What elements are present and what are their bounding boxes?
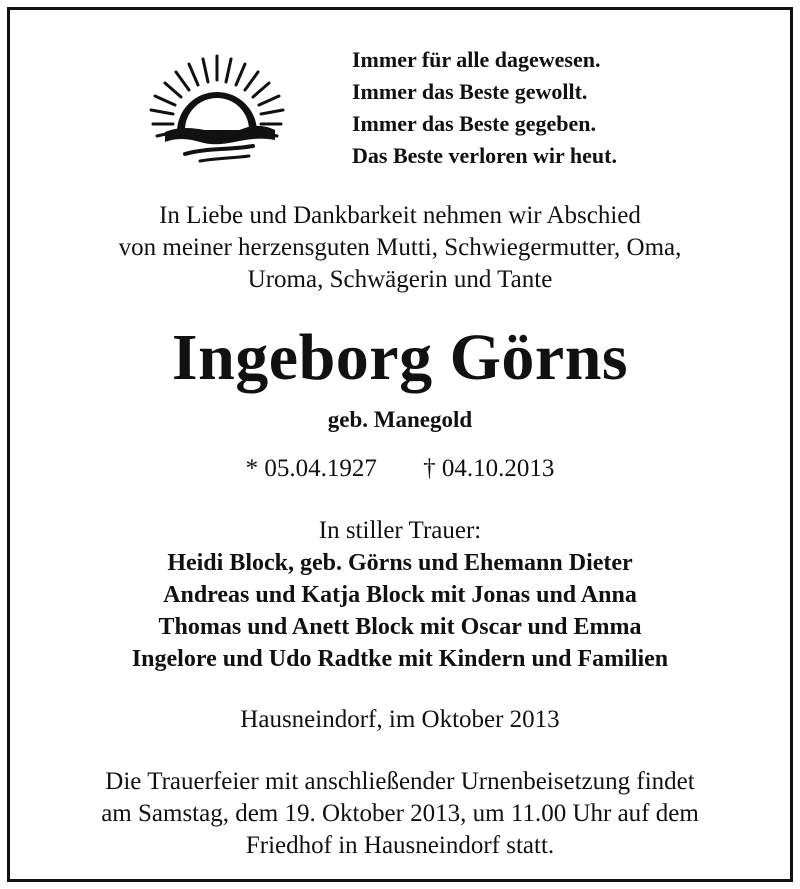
birth-date: * 05.04.1927 (245, 455, 377, 482)
mourner-line: Andreas und Katja Block mit Jonas und Anna (163, 582, 637, 608)
poem-line: Immer das Beste gewollt. (352, 79, 588, 104)
poem-line: Das Beste verloren wir heut. (352, 143, 617, 168)
mourner-line: Ingelore und Udo Radtke mit Kindern und Familien (131, 646, 669, 672)
mourner-line: Thomas und Anett Block mit Oscar und Emma (158, 614, 642, 640)
farewell-line: Uroma, Schwägerin und Tante (247, 266, 553, 293)
mourning-label: In stiller Trauer: (318, 517, 482, 544)
mourner-line: Heidi Block, geb. Görns und Ehemann Dieter (167, 550, 633, 576)
deceased-name: Ingeborg Görns (171, 321, 629, 394)
poem-line: Immer das Beste gegeben. (352, 111, 596, 136)
death-date: † 04.10.2013 (423, 455, 555, 482)
funeral-line: Friedhof in Hausneindorf statt. (245, 832, 555, 859)
maiden-name: geb. Manegold (327, 407, 473, 432)
life-dates (10, 453, 790, 485)
place-and-date: Hausneindorf, im Oktober 2013 (240, 706, 560, 733)
sunset-icon (145, 50, 290, 165)
funeral-line: am Samstag, dem 19. Oktober 2013, um 11.00 Uhr auf dem (101, 800, 699, 827)
funeral-line: Die Trauerfeier mit anschließender Urnenbeisetzung findet (105, 768, 695, 795)
farewell-text (10, 200, 790, 296)
farewell-line: In Liebe und Dankbarkeit nehmen wir Abschied (159, 202, 641, 229)
mourners-list (10, 547, 790, 675)
memorial-poem (352, 44, 772, 172)
funeral-info (10, 766, 790, 862)
poem-line: Immer für alle dagewesen. (352, 47, 601, 72)
farewell-line: von meiner herzensguten Mutti, Schwiegermutter, Oma, (118, 234, 682, 261)
